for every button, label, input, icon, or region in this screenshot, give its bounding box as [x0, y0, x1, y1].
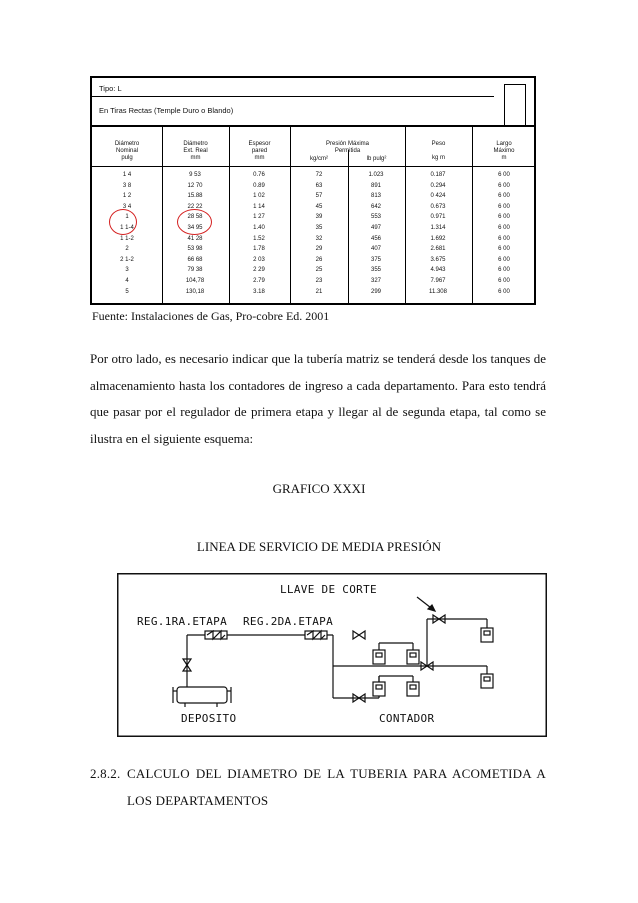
table-cell: 299 — [370, 288, 381, 295]
table-cell: 1.52 — [253, 235, 265, 242]
table-cell: 3.18 — [253, 288, 265, 295]
table-source: Fuente: Instalaciones de Gas, Pro-cobre Ed. 2001 — [92, 309, 330, 323]
pipe-spec-table — [90, 76, 536, 305]
body-paragraph: Por otro lado, es necesario indicar que la tubería matriz se tenderá desde los tanques de almacenamiento hasta los contadores de ingreso a cada departamento. Para esto tendrá que pasar por el regulador de primera etapa y llegar al de segunda etapa, tal como se ilustra en el siguiente esquema: — [90, 351, 546, 446]
table-cell: 6 00 — [498, 288, 510, 295]
table-cell: 1 — [125, 214, 129, 221]
table-cell: 2 — [125, 246, 129, 253]
table-cell: 32 — [315, 235, 323, 242]
table-cell: 891 — [370, 182, 381, 189]
regulator-2 — [305, 631, 327, 639]
table-cell: 72 — [315, 172, 323, 178]
table-type-label: Tipo: L — [99, 84, 122, 93]
table-cell: 26 — [315, 256, 323, 263]
header-presion-lb: lb pulg² — [366, 156, 387, 162]
header-diametro-ext: Diámetro Ext. Real mm — [183, 141, 208, 161]
table-cell: 0.294 — [430, 182, 446, 189]
table-cell: 6 00 — [498, 267, 510, 274]
table-cell: 642 — [370, 203, 381, 210]
table-subtitle: En Tiras Rectas (Temple Duro o Blando) — [99, 106, 234, 115]
table-cell: 553 — [370, 214, 381, 221]
table-cell: 22 22 — [187, 203, 203, 210]
table-cell: 375 — [370, 256, 381, 263]
table-cell: 12 70 — [187, 182, 203, 189]
table-cell: 1.692 — [430, 235, 446, 242]
highlight-circle-diameter — [177, 209, 212, 235]
table-cell: 5 — [125, 288, 129, 295]
table-cell: 6 00 — [498, 193, 510, 200]
table-cell: 0.89 — [253, 182, 265, 189]
table-cell: 2.681 — [430, 246, 446, 253]
table-cell: 6 00 — [498, 256, 510, 263]
table-cell: 2 03 — [253, 256, 265, 263]
header-presion: Presión Máxima Permitida — [325, 141, 369, 154]
table-cell: 1 2 — [122, 193, 132, 200]
table-cell: 3 8 — [122, 182, 132, 189]
table-cell: 355 — [370, 267, 381, 274]
table-col-sep — [348, 150, 349, 303]
table-cell: 7.967 — [430, 278, 446, 284]
tank — [177, 687, 227, 703]
table-cell: 6 00 — [498, 246, 510, 253]
table-cell: 29 — [315, 246, 323, 253]
section-number: 2.8.2. — [90, 766, 121, 781]
table-cell: 0.187 — [430, 172, 446, 178]
table-cell: 1 27 — [253, 214, 265, 221]
table-cell: 6 00 — [498, 225, 510, 231]
highlight-circle-nominal — [109, 209, 137, 235]
table-cell: 25 — [315, 267, 323, 274]
table-cell: 1 4 — [122, 172, 132, 178]
table-cell: 0 424 — [430, 193, 446, 200]
table-divider — [92, 96, 494, 97]
label-llave-de-corte: LLAVE DE CORTE — [280, 583, 377, 596]
table-cell: 1.78 — [253, 246, 265, 253]
gas-service-diagram — [117, 573, 547, 737]
graph-title: GRAFICO XXXI — [272, 481, 366, 496]
table-cell: 23 — [315, 278, 323, 284]
table-header-divider — [92, 166, 534, 167]
table-cell: 28 58 — [187, 214, 203, 221]
table-cell: 1 1-2 — [120, 235, 134, 242]
table-cell: 104,78 — [185, 278, 205, 284]
table-cell: 3 4 — [122, 203, 132, 210]
section-title-line1: CALCULO DEL DIAMETRO DE LA TUBERIA PARA ACOMETIDA A — [127, 766, 546, 781]
header-diametro-nominal: Diámetro Nominal pulg — [114, 141, 140, 161]
table-cell: 66 68 — [187, 256, 203, 263]
label-reg-1ra: REG.1RA.ETAPA — [137, 615, 227, 628]
label-contador: CONTADOR — [379, 712, 435, 725]
label-reg-2da: REG.2DA.ETAPA — [243, 615, 333, 628]
table-cell: 21 — [315, 288, 323, 295]
table-cell: 1 02 — [253, 193, 265, 200]
table-cell: 2 1-2 — [120, 256, 134, 263]
header-peso: Peso kg m — [431, 141, 446, 161]
table-cell: 79 38 — [187, 267, 203, 274]
table-cell: 45 — [315, 203, 323, 210]
table-cell: 0.76 — [253, 172, 265, 178]
table-cell: 9 53 — [189, 172, 201, 178]
table-cell: 0.673 — [430, 203, 446, 210]
section-title-line2: LOS DEPARTAMENTOS — [127, 793, 269, 808]
table-cell: 0.971 — [430, 214, 446, 221]
table-cell: 327 — [370, 278, 381, 284]
table-cell: 4 — [125, 278, 129, 284]
table-cell: 63 — [315, 182, 323, 189]
table-cell: 3 — [125, 267, 129, 274]
table-cell: 1.314 — [430, 225, 446, 231]
table-cell: 6 00 — [498, 203, 510, 210]
graph-subtitle: LINEA DE SERVICIO DE MEDIA PRESIÓN — [196, 539, 442, 554]
table-divider — [92, 125, 534, 127]
table-cell: 41 28 — [187, 235, 203, 242]
regulator-1 — [205, 631, 227, 639]
table-cell: 130,18 — [185, 288, 205, 295]
header-largo: Largo Máximo m — [493, 141, 515, 161]
table-cell: 15.88 — [187, 193, 203, 200]
table-cell: 3.675 — [430, 256, 446, 263]
table-cell: 6 00 — [498, 182, 510, 189]
table-cell: 497 — [370, 225, 381, 231]
table-cell: 35 — [315, 225, 323, 231]
label-deposito: DEPOSITO — [181, 712, 237, 725]
table-cell: 34 95 — [187, 225, 203, 231]
table-cell: 57 — [315, 193, 323, 200]
table-cell: 11.308 — [429, 288, 447, 295]
table-cell: 2.79 — [253, 278, 265, 284]
table-cell: 39 — [315, 214, 323, 221]
table-cell: 1.40 — [253, 225, 265, 231]
header-espesor: Espesor pared mm — [248, 141, 271, 161]
table-cell: 1 14 — [253, 203, 265, 210]
table-cell: 456 — [370, 235, 381, 242]
table-cell: 813 — [370, 193, 381, 200]
table-cell: 53 98 — [187, 246, 203, 253]
table-cell: 407 — [370, 246, 381, 253]
valve-3b — [359, 631, 365, 639]
table-cell: 6 00 — [498, 172, 510, 178]
table-cell: 6 00 — [498, 278, 510, 284]
table-cell: 6 00 — [498, 235, 510, 242]
table-cell: 1.023 — [368, 172, 384, 178]
table-cell: 4.943 — [430, 267, 446, 274]
table-corner-box — [504, 84, 526, 126]
header-presion-kg: kg/cm² — [310, 156, 328, 162]
table-cell: 6 00 — [498, 214, 510, 221]
table-cell: 2 29 — [253, 267, 265, 274]
table-cell: 1 1-4 — [120, 225, 134, 231]
